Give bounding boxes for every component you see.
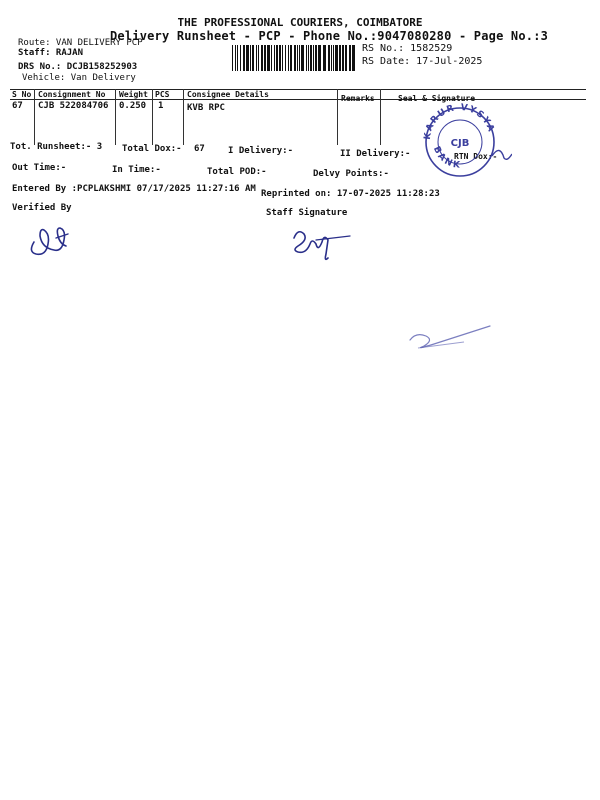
stamp-text-top: KARUR VYSYA [422, 102, 497, 141]
barcode-bar [290, 45, 292, 71]
faint-mark [404, 322, 494, 356]
col-header-weight: Weight [119, 90, 148, 99]
stamp-text-middle: CJB [450, 138, 470, 149]
barcode-bar [308, 45, 309, 71]
route-text: Route: VAN DELIVERY PCP [18, 38, 143, 48]
rs-number: RS No.: 1582529 [362, 43, 453, 54]
staff-signature-label: Staff Signature [266, 208, 348, 218]
drs-number: DRS No.: DCJB158252903 [18, 62, 138, 72]
row-pcs: 1 [158, 101, 164, 111]
row-consignment: CJB 522084706 [38, 101, 109, 111]
barcode-bar [352, 45, 355, 71]
verified-by-label: Verified By [12, 203, 72, 213]
out-time: Out Time:- [12, 163, 67, 173]
barcode-bar [276, 45, 278, 71]
barcode-bar [335, 45, 338, 71]
rs-date: RS Date: 17-Jul-2025 [362, 56, 483, 67]
barcode-bar [301, 45, 304, 71]
barcode-bar [261, 45, 263, 71]
staff-text: Staff: RAJAN [18, 48, 84, 58]
barcode-bar [279, 45, 281, 71]
stamp-text-bottom: BANK [430, 145, 463, 172]
delvy-points: Delvy Points:- [313, 169, 389, 179]
barcode-bar [271, 45, 272, 71]
total-pod: Total POD:- [207, 167, 267, 177]
barcode-bar [250, 45, 251, 71]
barcode-bar [252, 45, 254, 71]
barcode-bar [297, 45, 298, 71]
barcode-bar [310, 45, 312, 71]
barcode-bar [237, 45, 238, 71]
barcode-bar [328, 45, 330, 71]
barcode-bar [235, 45, 236, 71]
barcode-bar [313, 45, 314, 71]
barcode-bar [232, 45, 233, 71]
barcode [232, 45, 358, 71]
barcode-bar [342, 45, 344, 71]
barcode-bar [264, 45, 266, 71]
barcode-bar [349, 45, 351, 71]
col-header-pcs: PCS [155, 90, 170, 99]
col-header-consignee: Consignee Details [187, 90, 269, 99]
row-sno: 67 [12, 101, 23, 111]
barcode-bar [240, 45, 241, 71]
in-time: In Time:- [112, 165, 161, 175]
barcode-bar [299, 45, 300, 71]
barcode-bar [246, 45, 249, 71]
col-header-consignment: Consignment No [38, 90, 106, 99]
svg-text:KARUR VYSYA [423, 103, 496, 141]
barcode-bar [274, 45, 275, 71]
barcode-bar [318, 45, 321, 71]
barcode-bar [333, 45, 334, 71]
barcode-bar [323, 45, 326, 71]
company-name: THE PROFESSIONAL COURIERS, COIMBATORE [177, 16, 423, 29]
barcode-bar [345, 45, 347, 71]
barcode-bar [315, 45, 317, 71]
barcode-bar [306, 45, 307, 71]
barcode-bar [267, 45, 270, 71]
barcode-bar [258, 45, 259, 71]
svg-text:BANK [431, 145, 462, 171]
barcode-bar [243, 45, 245, 71]
total-dox-label: Total Dox:- [122, 144, 182, 154]
row-consignee: KVB RPC [187, 103, 225, 113]
barcode-bar [282, 45, 283, 71]
entered-by: Entered By :PCPLAKSHMI 07/17/2025 11:27:16 AM [12, 184, 256, 194]
staff-signature [288, 224, 352, 266]
col-header-seal: Seal & Signature [398, 94, 476, 103]
total-runsheet: Tot. Runsheet:- 3 [10, 142, 103, 152]
i-delivery: I Delivery:- [228, 146, 294, 156]
barcode-bar [285, 45, 286, 71]
reprinted-on: Reprinted on: 17-07-2025 11:28:23 [261, 189, 440, 199]
barcode-bar [331, 45, 332, 71]
col-header-sno: S No [12, 90, 32, 99]
bank-stamp [412, 100, 512, 182]
vehicle-text: Vehicle: Van Delivery [22, 73, 136, 83]
row-weight: 0.250 [119, 101, 147, 111]
rtn-dox: RTN Dox:- [454, 152, 498, 161]
barcode-bar [294, 45, 296, 71]
col-header-remarks: Remarks [341, 94, 375, 103]
runsheet-title: Delivery Runsheet - PCP - Phone No.:9047080280 - Page No.:3 [110, 29, 549, 43]
barcode-bar [288, 45, 289, 71]
barcode-bar [339, 45, 341, 71]
verifier-signature [26, 222, 74, 260]
barcode-bar [256, 45, 257, 71]
total-dox-value: 67 [194, 144, 205, 154]
ii-delivery: II Delivery:- [340, 149, 411, 159]
